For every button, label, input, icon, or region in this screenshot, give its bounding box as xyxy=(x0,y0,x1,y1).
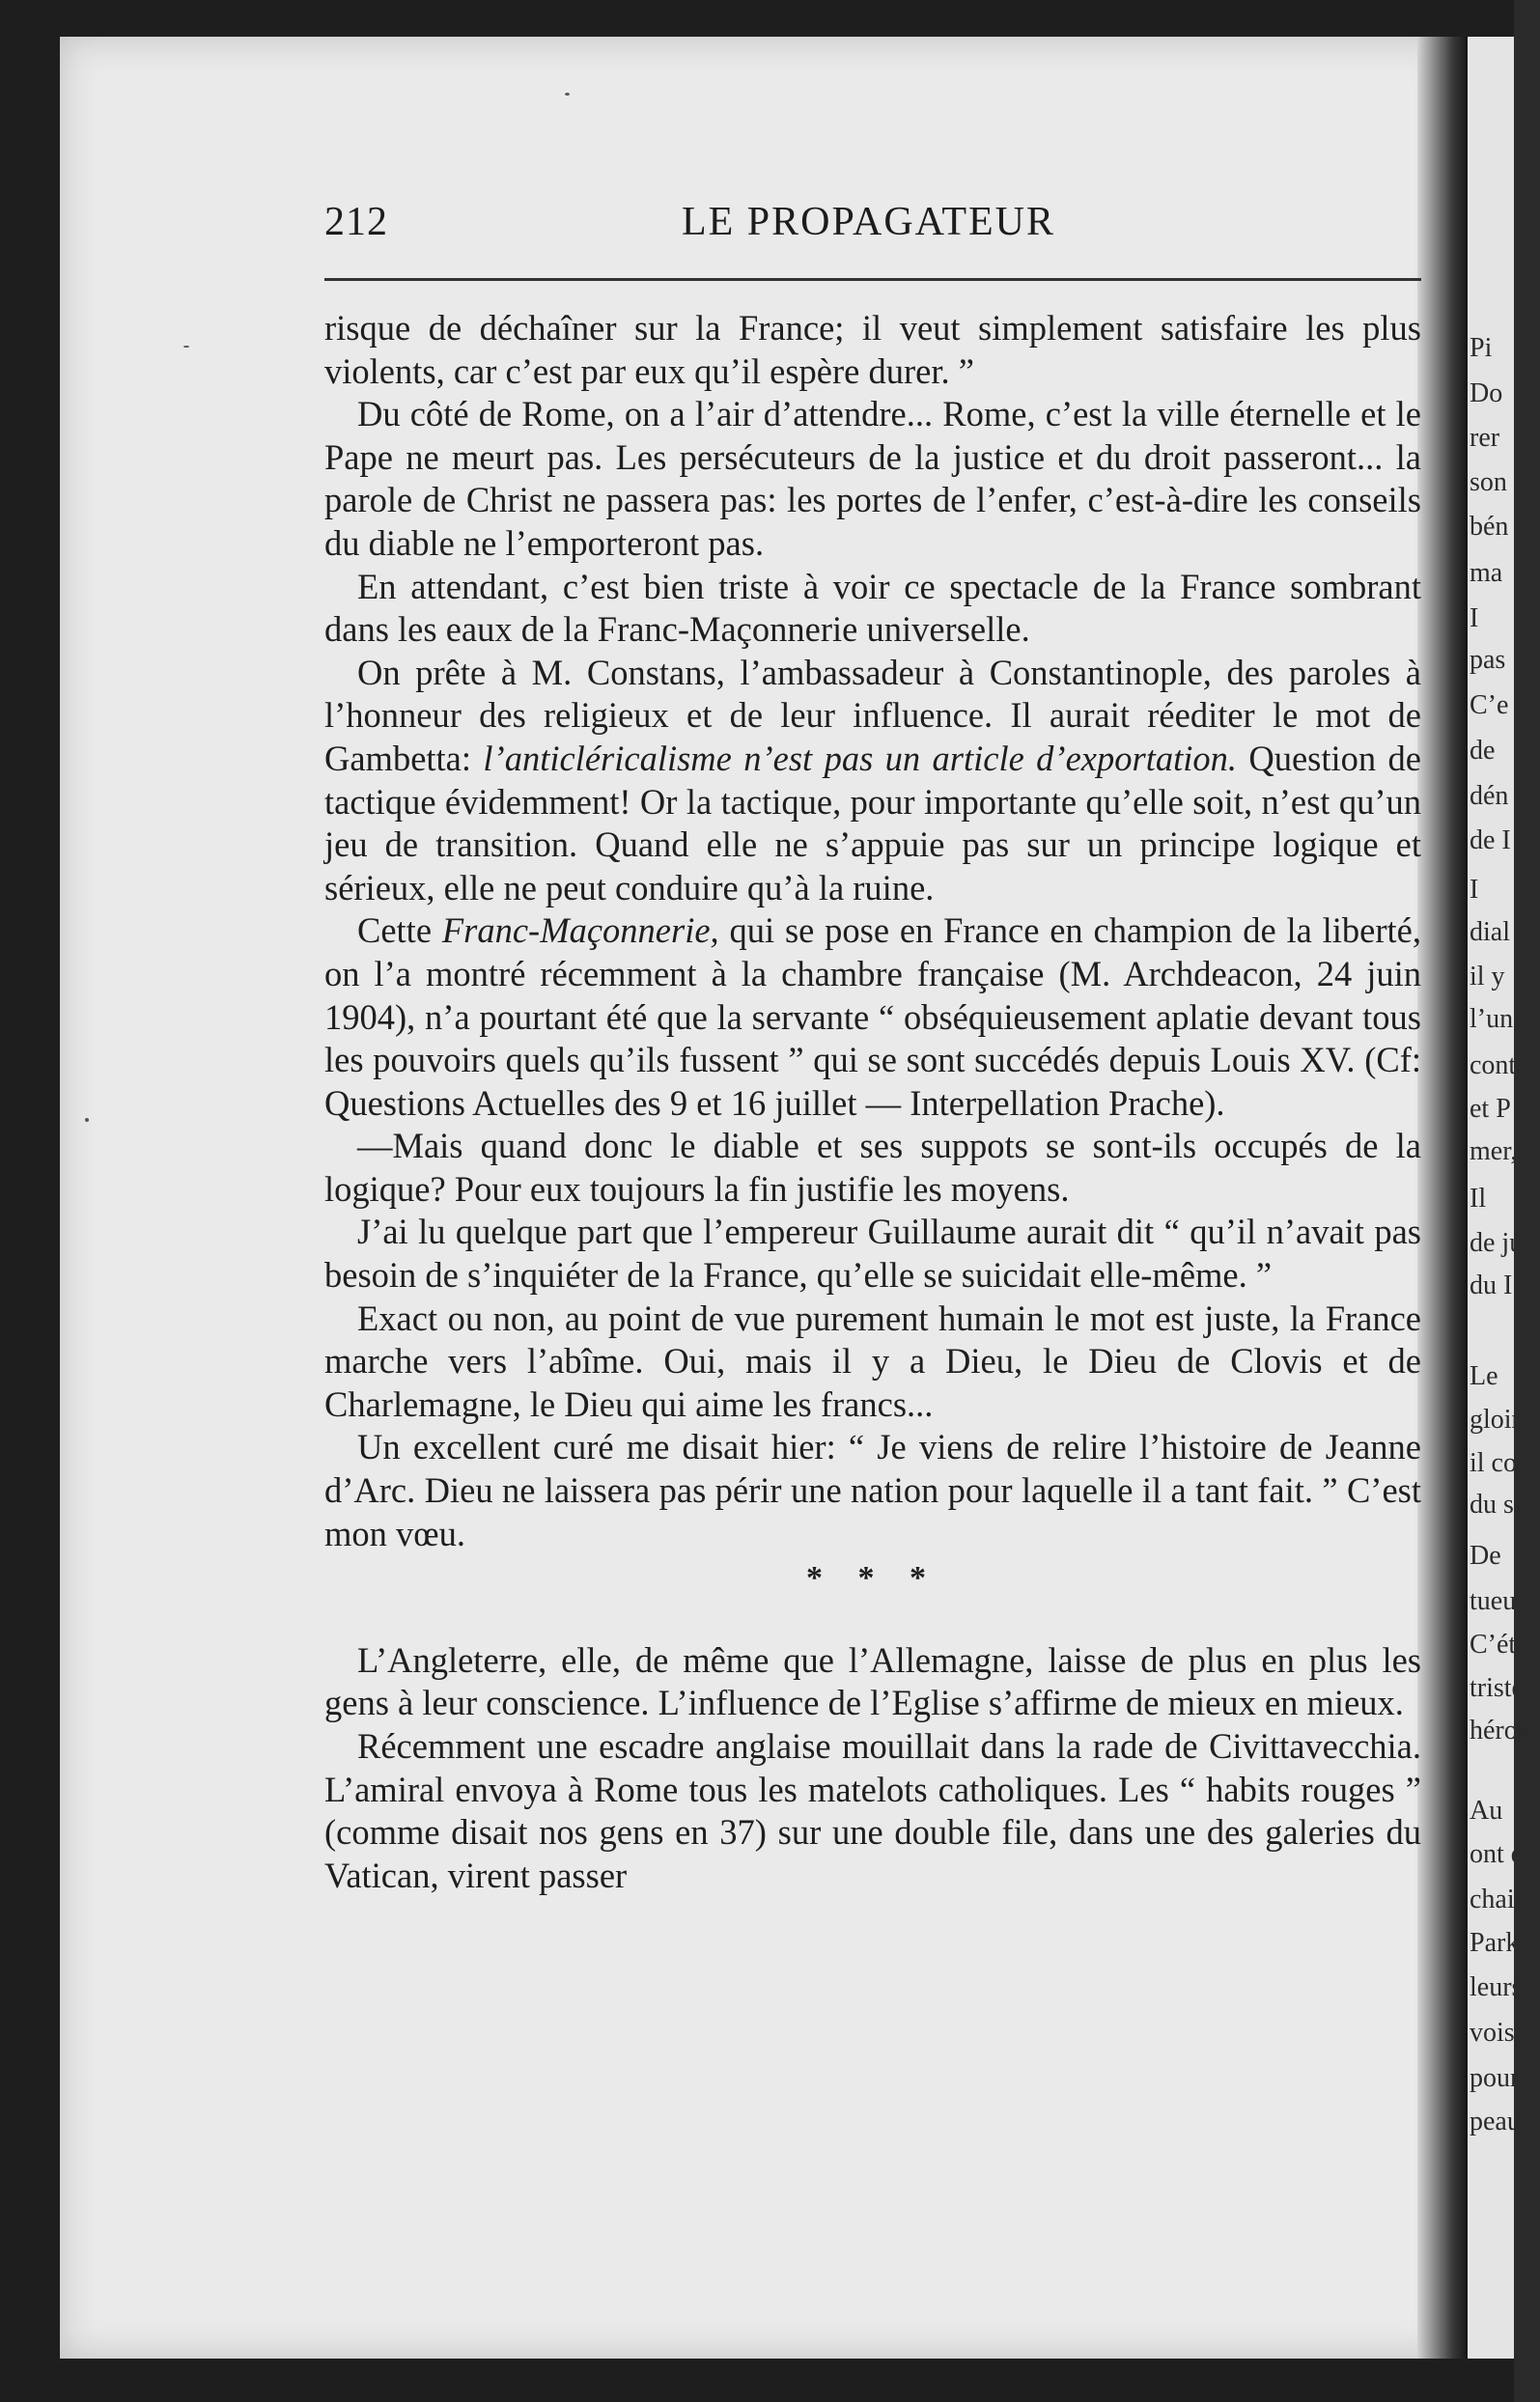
page-number: 212 xyxy=(324,200,388,244)
adjacent-page-fragment: chaine xyxy=(1470,1885,1540,1914)
adjacent-page-fragment: ma xyxy=(1470,558,1503,588)
text-run: qui se pose en France en champion de la liberté, on l’a montré récemment à la chambre française (M. Archdeacon, 24 juin 1904), n’a pourtant été que la servante “ obséquieusement aplatie devant tous les pouvoirs quels qu’ils fussent ” qui se sont succédés depuis Louis XV. (Cf: Questions Actuelles des 9 et 16 juillet — Interpellation Prache). xyxy=(324,910,1421,1123)
adjacent-page-fragment: du sa xyxy=(1470,1490,1526,1520)
paragraph xyxy=(324,652,1421,910)
adjacent-page-fragment: voisin xyxy=(1470,2018,1536,2048)
italic-quote: l’anticléricalisme n’est pas un article d’exportation. xyxy=(483,738,1237,778)
paragraph: Récemment une escadre anglaise mouillait dans la rade de Civittavecchia. L’amiral envoya à Rome tous les matelots catholiques. Les “ habits rouges ” (comme disait nos gens en 37) sur une double file, dans une des galeries du Vatican, virent passer xyxy=(324,1726,1421,1895)
paragraph xyxy=(324,909,1421,1125)
adjacent-page-fragment: Le xyxy=(1470,1361,1498,1391)
adjacent-page-fragment: bén xyxy=(1470,512,1509,542)
paragraph: En attendant, c’est bien triste à voir ce spectacle de la France sombrant dans les eaux de la Franc-Maçonnerie universelle. xyxy=(324,566,1421,650)
adjacent-page-fragment: mer, xyxy=(1470,1136,1518,1166)
adjacent-page-fragment: Pi xyxy=(1470,333,1493,363)
italic-term: Franc-Maçonnerie, xyxy=(441,910,719,951)
adjacent-page-fragment: Il xyxy=(1470,1184,1487,1214)
scan-speck xyxy=(565,93,570,96)
article-text xyxy=(324,307,1421,1897)
paragraph: Un excellent curé me disait hier: “ Je viens de relire l’histoire de Jeanne d’Arc. Dieu ne laissera pas périr une nation pour laquelle il a tant fait. ” C’est mon vœu. xyxy=(324,1427,1421,1553)
paragraph: risque de déchaîner sur la France; il veut simplement satisfaire les plus violents, car c’est par eux qu’il espère durer. ” xyxy=(324,308,1421,391)
adjacent-page-fragment: I xyxy=(1470,875,1479,905)
adjacent-page-fragment: cont xyxy=(1470,1050,1517,1080)
adjacent-page-fragment: De xyxy=(1470,1541,1501,1571)
adjacent-page-fragment: pour I xyxy=(1470,2063,1535,2093)
adjacent-page-fragment: de ju xyxy=(1470,1228,1524,1258)
running-header xyxy=(324,199,1425,257)
adjacent-page-fragment: du I xyxy=(1470,1271,1513,1300)
adjacent-page-fragment: C’éta xyxy=(1470,1630,1528,1660)
adjacent-page-fragment: il y xyxy=(1470,962,1505,992)
adjacent-page-fragment: gloir xyxy=(1470,1405,1521,1435)
adjacent-page-fragment: de xyxy=(1470,736,1496,766)
header-rule xyxy=(324,278,1421,281)
adjacent-page-edge xyxy=(1468,37,1540,2359)
paragraph: Exact ou non, au point de vue purement humain le mot est juste, la France marche vers l’abîme. Oui, mais il y a Dieu, le Dieu de Clovis et de Charlemagne, le Dieu qui aime les francs... xyxy=(324,1298,1421,1424)
scan-speck xyxy=(85,1118,89,1122)
adjacent-page-fragment: tueus xyxy=(1470,1586,1527,1616)
running-title: LE PROPAGATEUR xyxy=(682,200,1056,244)
scan-speck xyxy=(183,346,189,348)
paragraph: —Mais quand donc le diable et ses suppots se sont-ils occupés de la logique? Pour eux toujours la fin justifie les moyens. xyxy=(324,1126,1421,1209)
paragraph: Du côté de Rome, on a l’air d’attendre... Rome, c’est la ville éternelle et le Pape ne meurt pas. Les persécuteurs de la justice et du droit passeront... la parole de Christ ne passera pas: les portes de l’enfer, c’est-à-dire les conseils du diable ne l’emporteront pas. xyxy=(324,394,1421,563)
adjacent-page-fragment: son xyxy=(1470,467,1507,497)
text-run: On prête à M. Constans, l’ambassadeur à Constantinople, des paroles à l’honneur des religieux et de leur influence. Il aurait réediter le mot de Gambetta: xyxy=(324,652,1421,778)
paragraph: J’ai lu quelque part que l’empereur Guillaume aurait dit “ qu’il n’avait pas besoin de s’inquiéter de la France, qu’elle se suicidait elle-même. ” xyxy=(324,1212,1421,1296)
adjacent-page-fragment: dén xyxy=(1470,781,1509,811)
adjacent-page-fragment: leurs xyxy=(1470,1972,1523,2002)
section-separator: * * * xyxy=(806,1560,939,1597)
adjacent-page-fragment: Parke xyxy=(1470,1928,1531,1958)
adjacent-page-fragment: pas xyxy=(1470,645,1506,675)
adjacent-page-fragment: héros xyxy=(1470,1716,1528,1746)
adjacent-page-fragment: l’un xyxy=(1470,1004,1514,1034)
text-run: Cette xyxy=(357,910,442,951)
adjacent-page-fragment: de I xyxy=(1470,825,1511,855)
adjacent-page-fragment: I xyxy=(1470,603,1479,633)
adjacent-page-fragment: ont d xyxy=(1470,1839,1525,1869)
adjacent-page-fragment: rer xyxy=(1470,423,1500,453)
paragraph: L’Angleterre, elle, de même que l’Allemagne, laisse de plus en plus les gens à leur conscience. L’influence de l’Eglise s’affirme de mieux en mieux. xyxy=(324,1639,1421,1723)
adjacent-page-fragment: il co xyxy=(1470,1448,1517,1478)
adjacent-page-fragment: dial xyxy=(1470,917,1510,947)
adjacent-page-fragment: triste xyxy=(1470,1673,1524,1703)
adjacent-page-fragment: peau é xyxy=(1470,2107,1540,2137)
page-gutter xyxy=(1417,37,1468,2359)
adjacent-page-fragment: Au xyxy=(1470,1796,1503,1826)
adjacent-page-fragment: Do xyxy=(1470,378,1503,408)
adjacent-page-fragment: C’e xyxy=(1470,690,1509,720)
text-run: Question de tactique évidemment! Or la tactique, pour importante qu’elle soit, n’est qu’un jeu de transition. Quand elle ne s’appuie pas sur un principe logique et sérieux, elle ne peut conduire qu’à la ruine. xyxy=(324,738,1421,908)
adjacent-page-fragment: et P xyxy=(1470,1094,1511,1124)
